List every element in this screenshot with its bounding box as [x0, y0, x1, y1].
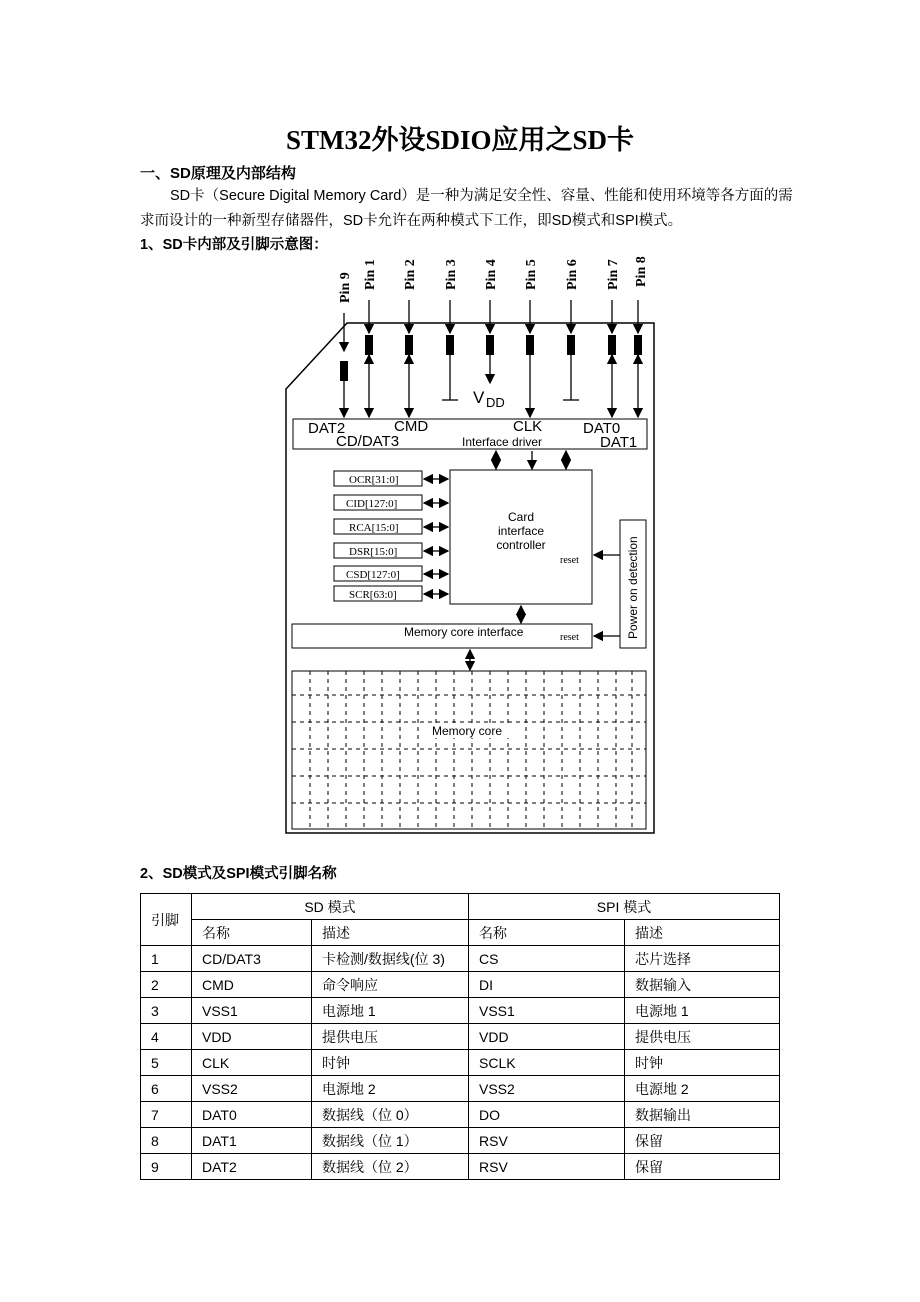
pin-6-label: Pin 6	[565, 259, 580, 290]
card-label: Card	[507, 510, 535, 524]
memory-core-label: Memory core	[432, 724, 503, 738]
pin-cell: 7	[141, 1102, 192, 1128]
table-heading: 2、SD模式及SPI模式引脚名称	[140, 866, 337, 882]
register-csd: CSD[127:0]	[346, 569, 400, 581]
pin-cell: 4	[141, 1024, 192, 1050]
pin-cell: 1	[141, 946, 192, 972]
sd-name-cell: VSS1	[192, 998, 312, 1024]
spi-name-cell: DO	[469, 1102, 625, 1128]
sd-desc-cell: 时钟	[312, 1050, 469, 1076]
pin-9-label: Pin 9	[338, 272, 353, 303]
pin-3-label: Pin 3	[444, 259, 459, 290]
pin-table	[140, 893, 780, 1180]
pin-5-label: Pin 5	[524, 259, 539, 290]
table-row	[141, 1050, 780, 1076]
reset-label-1: reset	[560, 555, 579, 566]
pin-8-label: Pin 8	[634, 256, 649, 287]
sd-desc-cell: 数据线（位 0）	[312, 1102, 469, 1128]
spi-name-cell: SCLK	[469, 1050, 625, 1076]
pin-cell: 8	[141, 1128, 192, 1154]
table-row	[141, 972, 780, 998]
spi-desc-header: 描述	[625, 920, 780, 946]
spi-name-cell: RSV	[469, 1154, 625, 1180]
sd-name-header: 名称	[192, 920, 312, 946]
pin-header: 引脚	[141, 894, 192, 946]
card-outline	[286, 323, 654, 833]
sd-name-cell: DAT1	[192, 1128, 312, 1154]
spi-name-cell: VSS2	[469, 1076, 625, 1102]
controller-label: controller	[496, 538, 546, 552]
spi-name-cell: DI	[469, 972, 625, 998]
dat1-label: DAT1	[600, 434, 638, 451]
sd-desc-cell: 数据线（位 1）	[312, 1128, 469, 1154]
spi-desc-cell: 电源地 2	[625, 1076, 780, 1102]
pin-7-label: Pin 7	[606, 259, 621, 290]
sd-desc-cell: 卡检测/数据线(位 3)	[312, 946, 469, 972]
sd-name-cell: CD/DAT3	[192, 946, 312, 972]
pin-cell: 9	[141, 1154, 192, 1180]
sd-card-diagram	[270, 255, 660, 837]
sd-name-cell: DAT2	[192, 1154, 312, 1180]
sd-name-cell: CMD	[192, 972, 312, 998]
sd-desc-cell: 数据线（位 2）	[312, 1154, 469, 1180]
table-row	[141, 946, 780, 972]
register-scr: SCR[63:0]	[349, 589, 397, 601]
table-row	[141, 1076, 780, 1102]
spi-desc-cell: 电源地 1	[625, 998, 780, 1024]
spi-desc-cell: 时钟	[625, 1050, 780, 1076]
sd-desc-cell: 电源地 1	[312, 998, 469, 1024]
clk-label: CLK	[513, 418, 543, 435]
memory-core-interface-label: Memory core interface	[404, 625, 524, 639]
intro-paragraph: SD卡（Secure Digital Memory Card）是一种为满足安全性、容量、性能和使用环境等各方面的需求而设计的一种新型存储器件，SD卡允许在两种模式下工作，即SD模式和SPI模式。	[140, 188, 793, 229]
vdd-subscript: DD	[486, 395, 505, 410]
pin-1-label: Pin 1	[363, 259, 378, 290]
section-heading: 一、SD原理及内部结构	[140, 165, 296, 182]
table-row	[141, 1102, 780, 1128]
pin-cell: 2	[141, 972, 192, 998]
pin-4-label: Pin 4	[484, 259, 499, 290]
vdd-label: V	[473, 388, 485, 407]
pin-cell: 3	[141, 998, 192, 1024]
table-row	[141, 1154, 780, 1180]
sd-desc-cell: 电源地 2	[312, 1076, 469, 1102]
diagram-heading: 1、SD卡内部及引脚示意图：	[140, 237, 328, 253]
sd-name-cell: DAT0	[192, 1102, 312, 1128]
sd-name-cell: VSS2	[192, 1076, 312, 1102]
spi-desc-cell: 数据输出	[625, 1102, 780, 1128]
spi-mode-header: SPI 模式	[469, 894, 780, 920]
sd-mode-header: SD 模式	[192, 894, 469, 920]
table-row	[141, 998, 780, 1024]
reset-label-2: reset	[560, 632, 579, 643]
spi-name-cell: RSV	[469, 1128, 625, 1154]
cd-dat3-label: CD/DAT3	[336, 433, 400, 450]
dat2-label: DAT2	[308, 420, 346, 437]
sd-desc-cell: 命令响应	[312, 972, 469, 998]
table-row	[141, 1128, 780, 1154]
sd-desc-header: 描述	[312, 920, 469, 946]
spi-name-cell: CS	[469, 946, 625, 972]
spi-desc-cell: 芯片选择	[625, 946, 780, 972]
register-dsr: DSR[15:0]	[349, 546, 398, 558]
sd-name-cell: VDD	[192, 1024, 312, 1050]
pin-2-label: Pin 2	[403, 259, 418, 290]
interface-driver-label: Interface driver	[462, 435, 543, 449]
spi-name-cell: VDD	[469, 1024, 625, 1050]
cmd-label: CMD	[394, 418, 429, 435]
spi-name-cell: VSS1	[469, 998, 625, 1024]
register-rca: RCA[15:0]	[349, 522, 399, 534]
register-ocr: OCR[31:0]	[349, 474, 399, 486]
sd-name-cell: CLK	[192, 1050, 312, 1076]
spi-name-header: 名称	[469, 920, 625, 946]
table-row	[141, 1024, 780, 1050]
dat0-label: DAT0	[583, 420, 621, 437]
sd-desc-cell: 提供电压	[312, 1024, 469, 1050]
spi-desc-cell: 保留	[625, 1128, 780, 1154]
spi-desc-cell: 保留	[625, 1154, 780, 1180]
page-title: STM32外设SDIO应用之SD卡	[285, 125, 635, 155]
pin-cell: 5	[141, 1050, 192, 1076]
pin-cell: 6	[141, 1076, 192, 1102]
spi-desc-cell: 提供电压	[625, 1024, 780, 1050]
register-cid: CID[127:0]	[346, 498, 398, 510]
spi-desc-cell: 数据输入	[625, 972, 780, 998]
power-on-detection-label: Power on detection	[626, 536, 640, 639]
interface-label: interface	[497, 524, 545, 538]
